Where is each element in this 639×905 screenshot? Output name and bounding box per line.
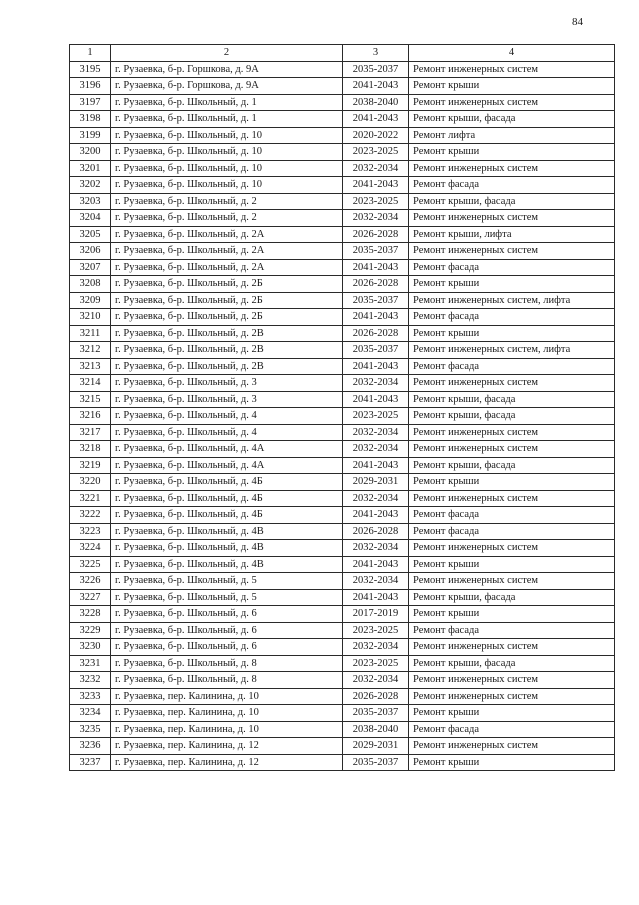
address-cell: г. Рузаевка, б-р. Школьный, д. 4В xyxy=(111,540,343,557)
work-type-cell: Ремонт крыши, фасада xyxy=(409,589,615,606)
work-type-cell: Ремонт крыши xyxy=(409,705,615,722)
table-row xyxy=(70,639,615,656)
row-number-cell: 3213 xyxy=(70,358,111,375)
address-cell: г. Рузаевка, б-р. Школьный, д. 10 xyxy=(111,177,343,194)
period-cell: 2041-2043 xyxy=(343,556,409,573)
row-number-cell: 3198 xyxy=(70,111,111,128)
work-type-cell: Ремонт инженерных систем xyxy=(409,738,615,755)
row-number-cell: 3230 xyxy=(70,639,111,656)
row-number-cell: 3209 xyxy=(70,292,111,309)
address-cell: г. Рузаевка, б-р. Школьный, д. 4Б xyxy=(111,507,343,524)
address-cell: г. Рузаевка, б-р. Горшкова, д. 9А xyxy=(111,78,343,95)
work-type-cell: Ремонт инженерных систем xyxy=(409,243,615,260)
row-number-cell: 3210 xyxy=(70,309,111,326)
work-type-cell: Ремонт инженерных систем xyxy=(409,540,615,557)
period-cell: 2032-2034 xyxy=(343,639,409,656)
row-number-cell: 3211 xyxy=(70,325,111,342)
work-type-cell: Ремонт инженерных систем xyxy=(409,573,615,590)
address-cell: г. Рузаевка, б-р. Школьный, д. 8 xyxy=(111,672,343,689)
address-cell: г. Рузаевка, пер. Калинина, д. 10 xyxy=(111,688,343,705)
row-number-cell: 3235 xyxy=(70,721,111,738)
row-number-cell: 3233 xyxy=(70,688,111,705)
work-type-cell: Ремонт крыши xyxy=(409,556,615,573)
period-cell: 2023-2025 xyxy=(343,144,409,161)
row-number-cell: 3223 xyxy=(70,523,111,540)
period-cell: 2035-2037 xyxy=(343,342,409,359)
table-row xyxy=(70,573,615,590)
row-number-cell: 3200 xyxy=(70,144,111,161)
table-row xyxy=(70,127,615,144)
table-row xyxy=(70,721,615,738)
work-type-cell: Ремонт инженерных систем xyxy=(409,490,615,507)
work-type-cell: Ремонт лифта xyxy=(409,127,615,144)
table-row xyxy=(70,375,615,392)
work-type-cell: Ремонт крыши xyxy=(409,325,615,342)
work-type-cell: Ремонт крыши, фасада xyxy=(409,457,615,474)
period-cell: 2026-2028 xyxy=(343,226,409,243)
row-number-cell: 3214 xyxy=(70,375,111,392)
address-cell: г. Рузаевка, б-р. Школьный, д. 4 xyxy=(111,424,343,441)
table-row xyxy=(70,292,615,309)
work-type-cell: Ремонт фасада xyxy=(409,309,615,326)
table-row xyxy=(70,507,615,524)
period-cell: 2041-2043 xyxy=(343,589,409,606)
row-number-cell: 3196 xyxy=(70,78,111,95)
row-number-cell: 3222 xyxy=(70,507,111,524)
row-number-cell: 3220 xyxy=(70,474,111,491)
work-type-cell: Ремонт крыши, фасада xyxy=(409,655,615,672)
period-cell: 2032-2034 xyxy=(343,424,409,441)
work-type-cell: Ремонт фасада xyxy=(409,523,615,540)
work-type-cell: Ремонт крыши xyxy=(409,144,615,161)
address-cell: г. Рузаевка, б-р. Школьный, д. 2Б xyxy=(111,292,343,309)
work-type-cell: Ремонт фасада xyxy=(409,259,615,276)
period-cell: 2026-2028 xyxy=(343,276,409,293)
table-row xyxy=(70,672,615,689)
period-cell: 2023-2025 xyxy=(343,408,409,425)
address-cell: г. Рузаевка, б-р. Школьный, д. 3 xyxy=(111,391,343,408)
address-cell: г. Рузаевка, пер. Калинина, д. 12 xyxy=(111,738,343,755)
address-cell: г. Рузаевка, б-р. Школьный, д. 2А xyxy=(111,259,343,276)
row-number-cell: 3202 xyxy=(70,177,111,194)
work-type-cell: Ремонт крыши xyxy=(409,78,615,95)
row-number-cell: 3221 xyxy=(70,490,111,507)
table-row xyxy=(70,474,615,491)
work-type-cell: Ремонт инженерных систем xyxy=(409,375,615,392)
work-type-cell: Ремонт фасада xyxy=(409,177,615,194)
row-number-cell: 3216 xyxy=(70,408,111,425)
address-cell: г. Рузаевка, б-р. Школьный, д. 4Б xyxy=(111,490,343,507)
period-cell: 2032-2034 xyxy=(343,672,409,689)
row-number-cell: 3197 xyxy=(70,94,111,111)
table-row xyxy=(70,342,615,359)
work-type-cell: Ремонт крыши xyxy=(409,474,615,491)
period-cell: 2032-2034 xyxy=(343,210,409,227)
table-row xyxy=(70,259,615,276)
table-row xyxy=(70,78,615,95)
period-cell: 2038-2040 xyxy=(343,94,409,111)
work-type-cell: Ремонт крыши, лифта xyxy=(409,226,615,243)
work-type-cell: Ремонт инженерных систем xyxy=(409,424,615,441)
table-row xyxy=(70,622,615,639)
period-cell: 2032-2034 xyxy=(343,540,409,557)
row-number-cell: 3203 xyxy=(70,193,111,210)
period-cell: 2026-2028 xyxy=(343,325,409,342)
table-row xyxy=(70,325,615,342)
table-row xyxy=(70,144,615,161)
period-cell: 2041-2043 xyxy=(343,259,409,276)
period-cell: 2029-2031 xyxy=(343,738,409,755)
row-number-cell: 3204 xyxy=(70,210,111,227)
table-row xyxy=(70,160,615,177)
period-cell: 2041-2043 xyxy=(343,177,409,194)
address-cell: г. Рузаевка, б-р. Школьный, д. 3 xyxy=(111,375,343,392)
table-row xyxy=(70,738,615,755)
table-row xyxy=(70,94,615,111)
table-row xyxy=(70,655,615,672)
address-cell: г. Рузаевка, б-р. Школьный, д. 4Б xyxy=(111,474,343,491)
table-row xyxy=(70,606,615,623)
table-row xyxy=(70,457,615,474)
period-cell: 2041-2043 xyxy=(343,358,409,375)
row-number-cell: 3237 xyxy=(70,754,111,771)
address-cell: г. Рузаевка, б-р. Школьный, д. 2А xyxy=(111,243,343,260)
work-type-cell: Ремонт крыши, фасада xyxy=(409,193,615,210)
table-header-row xyxy=(70,45,615,62)
table-row xyxy=(70,754,615,771)
address-cell: г. Рузаевка, б-р. Школьный, д. 2Б xyxy=(111,276,343,293)
work-type-cell: Ремонт фасада xyxy=(409,507,615,524)
address-cell: г. Рузаевка, б-р. Школьный, д. 10 xyxy=(111,127,343,144)
work-type-cell: Ремонт инженерных систем xyxy=(409,672,615,689)
row-number-cell: 3206 xyxy=(70,243,111,260)
address-cell: г. Рузаевка, пер. Калинина, д. 10 xyxy=(111,705,343,722)
work-type-cell: Ремонт инженерных систем, лифта xyxy=(409,342,615,359)
period-cell: 2041-2043 xyxy=(343,507,409,524)
header-col-4: 4 xyxy=(409,45,615,62)
address-cell: г. Рузаевка, б-р. Школьный, д. 2 xyxy=(111,210,343,227)
table-row xyxy=(70,441,615,458)
address-cell: г. Рузаевка, б-р. Школьный, д. 4 xyxy=(111,408,343,425)
header-col-2: 2 xyxy=(111,45,343,62)
header-col-3: 3 xyxy=(343,45,409,62)
table-row xyxy=(70,523,615,540)
table-row xyxy=(70,705,615,722)
period-cell: 2017-2019 xyxy=(343,606,409,623)
period-cell: 2023-2025 xyxy=(343,655,409,672)
address-cell: г. Рузаевка, пер. Калинина, д. 12 xyxy=(111,754,343,771)
row-number-cell: 3219 xyxy=(70,457,111,474)
work-type-cell: Ремонт крыши xyxy=(409,276,615,293)
header-col-1: 1 xyxy=(70,45,111,62)
table-row xyxy=(70,111,615,128)
address-cell: г. Рузаевка, б-р. Школьный, д. 5 xyxy=(111,573,343,590)
period-cell: 2041-2043 xyxy=(343,457,409,474)
address-cell: г. Рузаевка, пер. Калинина, д. 10 xyxy=(111,721,343,738)
row-number-cell: 3215 xyxy=(70,391,111,408)
address-cell: г. Рузаевка, б-р. Школьный, д. 8 xyxy=(111,655,343,672)
table-row xyxy=(70,243,615,260)
period-cell: 2032-2034 xyxy=(343,375,409,392)
work-type-cell: Ремонт инженерных систем xyxy=(409,441,615,458)
table-row xyxy=(70,391,615,408)
work-type-cell: Ремонт крыши xyxy=(409,606,615,623)
row-number-cell: 3227 xyxy=(70,589,111,606)
period-cell: 2035-2037 xyxy=(343,61,409,78)
address-cell: г. Рузаевка, б-р. Школьный, д. 10 xyxy=(111,160,343,177)
table-row xyxy=(70,193,615,210)
address-cell: г. Рузаевка, б-р. Школьный, д. 10 xyxy=(111,144,343,161)
period-cell: 2041-2043 xyxy=(343,391,409,408)
row-number-cell: 3195 xyxy=(70,61,111,78)
row-number-cell: 3201 xyxy=(70,160,111,177)
repair-schedule-table xyxy=(69,44,615,771)
address-cell: г. Рузаевка, б-р. Школьный, д. 4А xyxy=(111,457,343,474)
period-cell: 2026-2028 xyxy=(343,688,409,705)
row-number-cell: 3199 xyxy=(70,127,111,144)
address-cell: г. Рузаевка, б-р. Школьный, д. 6 xyxy=(111,639,343,656)
period-cell: 2026-2028 xyxy=(343,523,409,540)
row-number-cell: 3236 xyxy=(70,738,111,755)
work-type-cell: Ремонт крыши, фасада xyxy=(409,111,615,128)
work-type-cell: Ремонт фасада xyxy=(409,622,615,639)
period-cell: 2041-2043 xyxy=(343,111,409,128)
work-type-cell: Ремонт инженерных систем xyxy=(409,94,615,111)
table-row xyxy=(70,210,615,227)
table-row xyxy=(70,61,615,78)
page-number: 84 xyxy=(572,16,583,28)
period-cell: 2035-2037 xyxy=(343,243,409,260)
period-cell: 2032-2034 xyxy=(343,490,409,507)
row-number-cell: 3231 xyxy=(70,655,111,672)
address-cell: г. Рузаевка, б-р. Школьный, д. 5 xyxy=(111,589,343,606)
address-cell: г. Рузаевка, б-р. Школьный, д. 6 xyxy=(111,606,343,623)
row-number-cell: 3218 xyxy=(70,441,111,458)
period-cell: 2032-2034 xyxy=(343,441,409,458)
row-number-cell: 3232 xyxy=(70,672,111,689)
row-number-cell: 3234 xyxy=(70,705,111,722)
period-cell: 2041-2043 xyxy=(343,78,409,95)
address-cell: г. Рузаевка, б-р. Горшкова, д. 9А xyxy=(111,61,343,78)
table-row xyxy=(70,490,615,507)
address-cell: г. Рузаевка, б-р. Школьный, д. 4В xyxy=(111,523,343,540)
period-cell: 2023-2025 xyxy=(343,622,409,639)
work-type-cell: Ремонт инженерных систем xyxy=(409,688,615,705)
work-type-cell: Ремонт фасада xyxy=(409,358,615,375)
row-number-cell: 3224 xyxy=(70,540,111,557)
row-number-cell: 3229 xyxy=(70,622,111,639)
work-type-cell: Ремонт инженерных систем xyxy=(409,639,615,656)
table-row xyxy=(70,177,615,194)
table-row xyxy=(70,556,615,573)
table-row xyxy=(70,589,615,606)
table-row xyxy=(70,358,615,375)
address-cell: г. Рузаевка, б-р. Школьный, д. 6 xyxy=(111,622,343,639)
address-cell: г. Рузаевка, б-р. Школьный, д. 1 xyxy=(111,111,343,128)
address-cell: г. Рузаевка, б-р. Школьный, д. 2А xyxy=(111,226,343,243)
work-type-cell: Ремонт крыши, фасада xyxy=(409,408,615,425)
work-type-cell: Ремонт инженерных систем xyxy=(409,160,615,177)
row-number-cell: 3212 xyxy=(70,342,111,359)
period-cell: 2035-2037 xyxy=(343,705,409,722)
address-cell: г. Рузаевка, б-р. Школьный, д. 2Б xyxy=(111,309,343,326)
work-type-cell: Ремонт крыши xyxy=(409,754,615,771)
table-row xyxy=(70,424,615,441)
table-row xyxy=(70,540,615,557)
address-cell: г. Рузаевка, б-р. Школьный, д. 4А xyxy=(111,441,343,458)
row-number-cell: 3225 xyxy=(70,556,111,573)
period-cell: 2041-2043 xyxy=(343,309,409,326)
work-type-cell: Ремонт инженерных систем xyxy=(409,61,615,78)
table-row xyxy=(70,688,615,705)
address-cell: г. Рузаевка, б-р. Школьный, д. 2В xyxy=(111,325,343,342)
address-cell: г. Рузаевка, б-р. Школьный, д. 2В xyxy=(111,342,343,359)
row-number-cell: 3207 xyxy=(70,259,111,276)
work-type-cell: Ремонт инженерных систем xyxy=(409,210,615,227)
address-cell: г. Рузаевка, б-р. Школьный, д. 4В xyxy=(111,556,343,573)
period-cell: 2032-2034 xyxy=(343,573,409,590)
period-cell: 2029-2031 xyxy=(343,474,409,491)
address-cell: г. Рузаевка, б-р. Школьный, д. 2 xyxy=(111,193,343,210)
row-number-cell: 3226 xyxy=(70,573,111,590)
work-type-cell: Ремонт крыши, фасада xyxy=(409,391,615,408)
row-number-cell: 3228 xyxy=(70,606,111,623)
work-type-cell: Ремонт инженерных систем, лифта xyxy=(409,292,615,309)
table-row xyxy=(70,408,615,425)
row-number-cell: 3205 xyxy=(70,226,111,243)
row-number-cell: 3217 xyxy=(70,424,111,441)
table-body xyxy=(70,61,615,771)
table-row xyxy=(70,226,615,243)
address-cell: г. Рузаевка, б-р. Школьный, д. 2В xyxy=(111,358,343,375)
period-cell: 2035-2037 xyxy=(343,754,409,771)
period-cell: 2020-2022 xyxy=(343,127,409,144)
period-cell: 2023-2025 xyxy=(343,193,409,210)
work-type-cell: Ремонт фасада xyxy=(409,721,615,738)
table-row xyxy=(70,276,615,293)
period-cell: 2035-2037 xyxy=(343,292,409,309)
row-number-cell: 3208 xyxy=(70,276,111,293)
period-cell: 2032-2034 xyxy=(343,160,409,177)
table-row xyxy=(70,309,615,326)
period-cell: 2038-2040 xyxy=(343,721,409,738)
address-cell: г. Рузаевка, б-р. Школьный, д. 1 xyxy=(111,94,343,111)
